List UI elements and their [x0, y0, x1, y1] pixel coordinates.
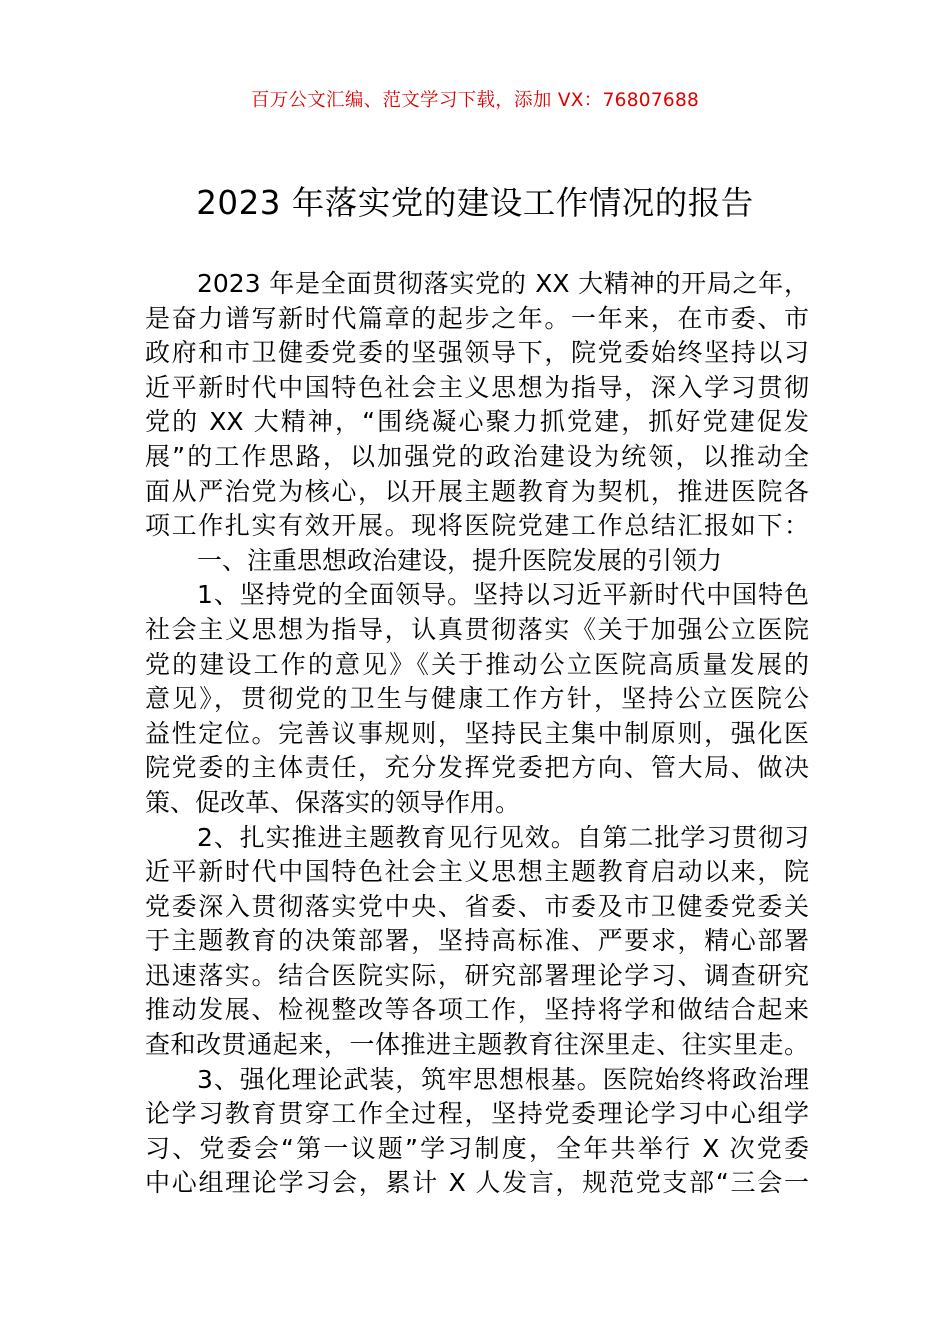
body-line: 面从严治党为核心，以开展主题教育为契机，推进医院各 [145, 476, 809, 506]
body-line: 社会主义思想为指导，认真贯彻落实《关于加强公立医院 [145, 614, 809, 644]
body-line: 是奋力谱写新时代篇章的起步之年。一年来，在市委、市 [145, 303, 809, 333]
body-line: 益性定位。完善议事规则，坚持民主集中制原则，强化医 [145, 718, 809, 748]
body-line: 党的建设工作的意见》《关于推动公立医院高质量发展的 [145, 649, 809, 679]
body-line: 2、扎实推进主题教育见行见效。自第二批学习贯彻习 [197, 822, 809, 852]
body-line: 论学习教育贯穿工作全过程，坚持党委理论学习中心组学 [145, 1099, 809, 1129]
body-line: 推动发展、检视整改等各项工作，坚持将学和做结合起来 [145, 995, 809, 1025]
body-line: 于主题教育的决策部署，坚持高标准、严要求，精心部署 [145, 926, 809, 956]
body-line: 党的 XX 大精神，“围绕凝心聚力抓党建，抓好党建促发 [145, 407, 809, 437]
body-line: 迅速落实。结合医院实际，研究部署理论学习、调查研究 [145, 960, 809, 990]
body-line: 习、党委会“第一议题”学习制度，全年共举行 X 次党委 [145, 1133, 809, 1163]
watermark-text: 百万公文汇编、范文学习下载，添加 VX：76807688 [250, 90, 700, 111]
body-line: 院党委的主体责任，充分发挥党委把方向、管大局、做决 [145, 753, 809, 783]
body-line: 党委深入贯彻落实党中央、省委、市委及市卫健委党委关 [145, 891, 809, 921]
body-line: 1、坚持党的全面领导。坚持以习近平新时代中国特色 [197, 580, 809, 610]
document-title: 2023 年落实党的建设工作情况的报告 [196, 184, 754, 222]
body-line: 政府和市卫健委党委的坚强领导下，院党委始终坚持以习 [145, 338, 809, 368]
body-line: 策、促改革、保落实的领导作用。 [145, 787, 521, 817]
body-line: 3、强化理论武装，筑牢思想根基。医院始终将政治理 [197, 1064, 809, 1094]
body-line: 意见》，贯彻党的卫生与健康工作方针，坚持公立医院公 [145, 684, 809, 714]
body-line: 近平新时代中国特色社会主义思想主题教育启动以来，院 [145, 857, 809, 887]
body-line: 近平新时代中国特色社会主义思想为指导，深入学习贯彻 [145, 372, 809, 402]
body-line: 展”的工作思路，以加强党的政治建设为统领，以推动全 [145, 441, 809, 471]
body-line: 2023 年是全面贯彻落实党的 XX 大精神的开局之年， [197, 269, 809, 298]
body-line: 项工作扎实有效开展。现将医院党建工作总结汇报如下： [145, 511, 809, 541]
document-body [145, 267, 809, 1201]
section-heading: 一、注重思想政治建设，提升医院发展的引领力 [197, 545, 723, 575]
body-line: 查和改贯通起来，一体推进主题教育往深里走、往实里走。 [145, 1030, 809, 1060]
body-line: 中心组理论学习会，累计 X 人发言，规范党支部“三会一 [145, 1168, 809, 1198]
